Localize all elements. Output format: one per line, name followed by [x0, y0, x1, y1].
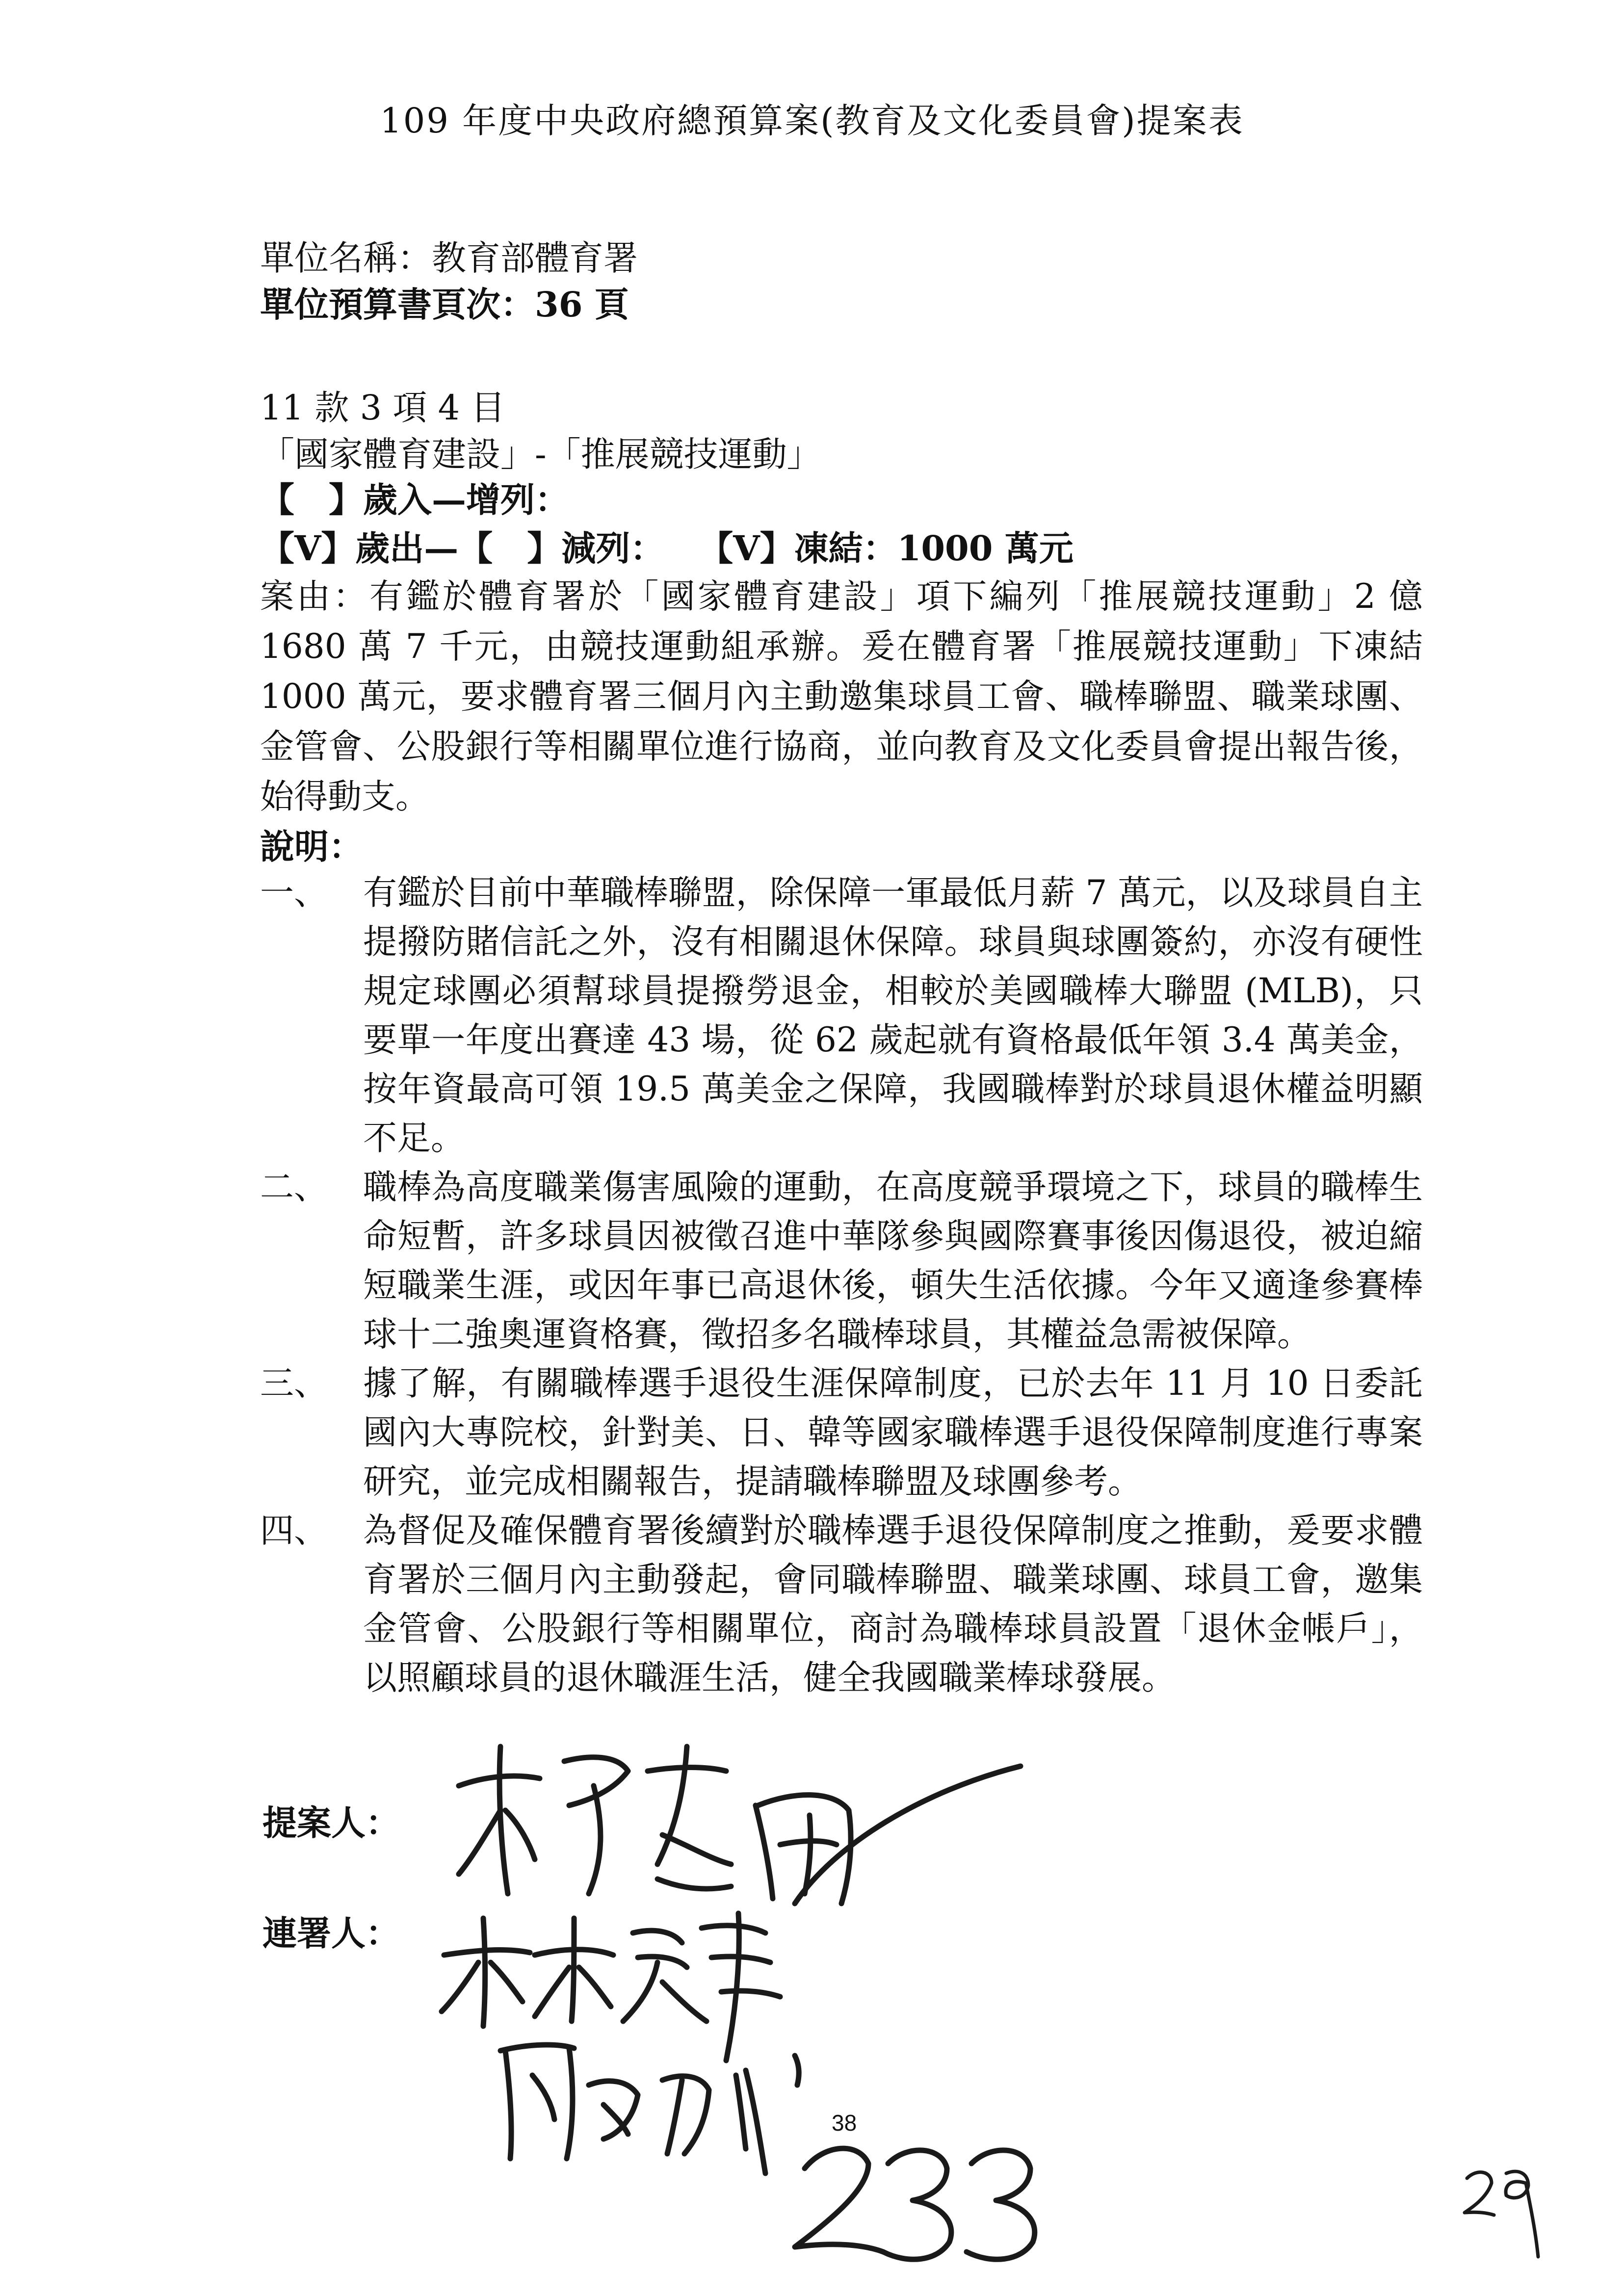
budget-section: 11 款 3 項 4 目	[260, 388, 505, 428]
unit-name: 單位名稱：教育部體育署	[260, 238, 638, 278]
explanation-number: 三、	[260, 1364, 328, 1403]
explanation-text: 有鑑於目前中華職棒聯盟，除保障一軍最低月薪 7 萬元，以及球員自主提撥防賭信託之外，沒有相關退休保障。球員與球團簽約，亦沒有硬性規定球團必須幫球員提撥勞退金，相較於美國職棒大聯盟 (MLB)，只要單一年度出賽達 43 場，從 62 歲起就有資格最低年領 3.4 萬美金，按年資最高可領 19.5 萬美金之保障，我國職棒對於球員退休權益明顯不足。	[363, 873, 1423, 1158]
budget-page: 單位預算書頁次：36 頁	[260, 284, 629, 325]
expenditure-freeze-line: 【V】歲出—【 】減列： 【V】凍結：1000 萬元	[260, 528, 1074, 569]
explanation-text: 職棒為高度職業傷害風險的運動，在高度競爭環境之下，球員的職棒生命短暫，許多球員因被徵召進中華隊參與國際賽事後因傷退役，被迫縮短職業生涯，或因年事已高退休後，頓失生活依據。今年又適逢參賽棒球十二強奧運資格賽，徵招多名職棒球員，其權益急需被保障。	[363, 1168, 1423, 1354]
document-title: 109 年度中央政府總預算案(教育及文化委員會)提案表	[380, 101, 1244, 141]
proposal-reason: 案由：有鑑於體育署於「國家體育建設」項下編列「推展競技運動」2 億 1680 萬 7 千元，由競技運動組承辦。爰在體育署「推展競技運動」下凍結 1000 萬元，要求體育署三個月內主動邀集球員工會、職棒聯盟、職業球團、金管會、公股銀行等相關單位進行協商，並向教育及文化委員會提出報告後，始得動支。	[260, 577, 1423, 816]
explanation-label: 說明：	[260, 826, 363, 867]
cosigner-label: 連署人：	[262, 1913, 400, 1954]
handwritten-page-mark	[1465, 2171, 1538, 2257]
cosigner-signature	[442, 1913, 780, 2061]
explanation-text: 為督促及確保體育署後續對於職棒選手退役保障制度之推動，爰要求體育署於三個月內主動發起，會同職棒聯盟、職業球團、球員工會，邀集金管會、公股銀行等相關單位，商討為職棒球員設置「退休金帳戶」，以照顧球員的退休職涯生活，健全我國職業棒球發展。	[363, 1511, 1423, 1697]
cosigner-signature	[500, 2045, 799, 2173]
page-number: 38	[832, 2110, 857, 2136]
explanation-number: 一、	[260, 873, 328, 913]
program-name: 「國家體育建設」-「推展競技運動」	[260, 434, 821, 474]
proposer-signature	[459, 1747, 1021, 1904]
proposer-label: 提案人：	[262, 1802, 400, 1843]
revenue-line: 【 】歲入—增列：	[260, 479, 569, 520]
explanation-number: 四、	[260, 1511, 328, 1550]
explanation-text: 據了解，有關職棒選手退役生涯保障制度，已於去年 11 月 10 日委託國內大專院校，針對美、日、韓等國家職棒選手退役保障制度進行專案研究，並完成相關報告，提請職棒聯盟及球團參考。	[363, 1364, 1423, 1501]
handwritten-page-mark	[795, 2148, 1035, 2259]
explanation-number: 二、	[260, 1168, 328, 1207]
